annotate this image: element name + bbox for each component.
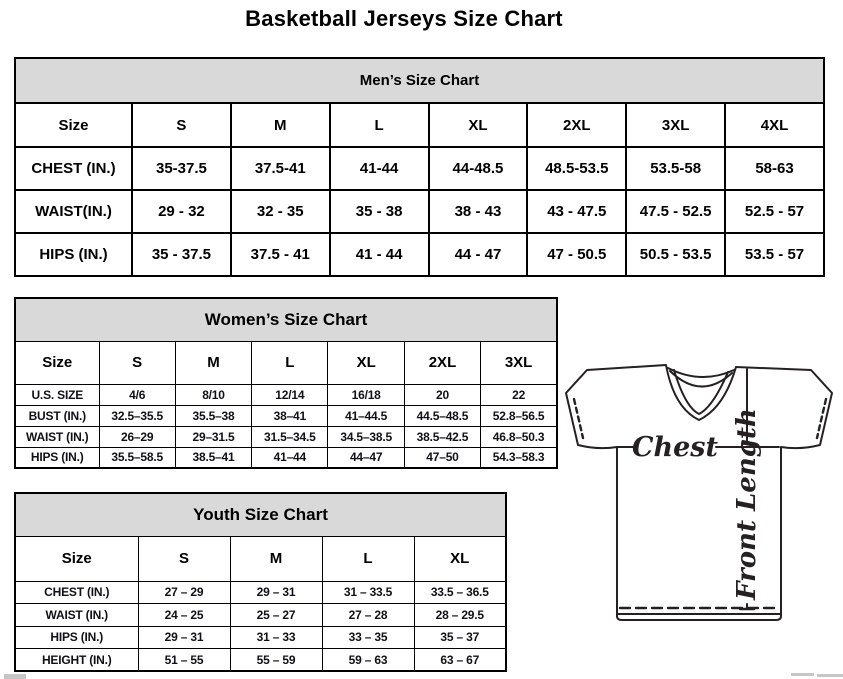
table-cell: 52.5 - 57 <box>725 190 824 233</box>
row-label: HIPS (IN.) <box>15 447 99 468</box>
h-scrollbar-thumb[interactable] <box>817 674 843 677</box>
table-cell: 29 – 31 <box>138 626 230 649</box>
column-header: XL <box>328 341 404 384</box>
row-label: WAIST (IN.) <box>15 426 99 447</box>
table-cell: 43 - 47.5 <box>527 190 626 233</box>
table-cell: 35.5–38 <box>175 405 251 426</box>
jersey-diagram <box>558 358 843 624</box>
column-header: Size <box>15 536 138 581</box>
table-cell: 27 – 29 <box>138 581 230 604</box>
table-row <box>15 626 506 649</box>
table-cell: 28 – 29.5 <box>414 604 506 627</box>
column-header: XL <box>414 536 506 581</box>
chest-label: Chest <box>632 432 718 463</box>
collar-line <box>668 368 734 377</box>
table-cell: 48.5-53.5 <box>527 147 626 190</box>
table-cell: 44–47 <box>328 447 404 468</box>
table-cell: 53.5 - 57 <box>725 233 824 276</box>
mens-size-table <box>14 57 825 277</box>
column-header: M <box>175 341 251 384</box>
table-cell: 63 – 67 <box>414 649 506 672</box>
womens-table-title: Women’s Size Chart <box>15 298 557 341</box>
table-row <box>15 384 557 405</box>
table-cell: 27 – 28 <box>322 604 414 627</box>
table-cell: 44 - 47 <box>429 233 528 276</box>
column-header: 2XL <box>527 103 626 147</box>
column-header: L <box>322 536 414 581</box>
row-label: CHEST (IN.) <box>15 581 138 604</box>
column-header: M <box>230 536 322 581</box>
column-header: 4XL <box>725 103 824 147</box>
table-cell: 32 - 35 <box>231 190 330 233</box>
table-cell: 8/10 <box>175 384 251 405</box>
jersey-outline <box>566 365 832 620</box>
table-cell: 44-48.5 <box>429 147 528 190</box>
table-cell: 35 - 38 <box>330 190 429 233</box>
row-label: WAIST (IN.) <box>15 604 138 627</box>
table-cell: 33 – 35 <box>322 626 414 649</box>
column-header: S <box>132 103 231 147</box>
table-cell: 37.5-41 <box>231 147 330 190</box>
table-row <box>15 604 506 627</box>
table-cell: 41–44.5 <box>328 405 404 426</box>
column-header: Size <box>15 341 99 384</box>
table-cell: 47–50 <box>404 447 480 468</box>
column-header: S <box>138 536 230 581</box>
table-cell: 32.5–35.5 <box>99 405 175 426</box>
table-cell: 38.5–42.5 <box>404 426 480 447</box>
column-header: 3XL <box>626 103 725 147</box>
table-cell: 31 – 33.5 <box>322 581 414 604</box>
table-row <box>15 447 557 468</box>
row-label: BUST (IN.) <box>15 405 99 426</box>
table-row <box>15 426 557 447</box>
table-cell: 34.5–38.5 <box>328 426 404 447</box>
table-cell: 38.5–41 <box>175 447 251 468</box>
column-header: Size <box>15 103 132 147</box>
table-cell: 31 – 33 <box>230 626 322 649</box>
h-scrollbar-thumb[interactable] <box>791 673 814 676</box>
column-header: L <box>252 341 328 384</box>
table-cell: 12/14 <box>252 384 328 405</box>
table-cell: 59 – 63 <box>322 649 414 672</box>
row-label: HIPS (IN.) <box>15 233 132 276</box>
table-cell: 53.5-58 <box>626 147 725 190</box>
table-cell: 29 - 32 <box>132 190 231 233</box>
table-cell: 55 – 59 <box>230 649 322 672</box>
row-label: HEIGHT (IN.) <box>15 649 138 672</box>
table-cell: 41 - 44 <box>330 233 429 276</box>
table-row <box>15 147 824 190</box>
column-header: L <box>330 103 429 147</box>
table-cell: 41–44 <box>252 447 328 468</box>
table-cell: 37.5 - 41 <box>231 233 330 276</box>
table-cell: 4/6 <box>99 384 175 405</box>
table-cell: 22 <box>481 384 557 405</box>
column-header: M <box>231 103 330 147</box>
table-cell: 24 – 25 <box>138 604 230 627</box>
table-row <box>15 405 557 426</box>
table-cell: 47.5 - 52.5 <box>626 190 725 233</box>
table-cell: 16/18 <box>328 384 404 405</box>
table-cell: 35 - 37.5 <box>132 233 231 276</box>
row-label: CHEST (IN.) <box>15 147 132 190</box>
column-header: 2XL <box>404 341 480 384</box>
column-header: S <box>99 341 175 384</box>
table-row <box>15 190 824 233</box>
table-cell: 20 <box>404 384 480 405</box>
table-cell: 29 – 31 <box>230 581 322 604</box>
row-label: U.S. SIZE <box>15 384 99 405</box>
page-title: Basketball Jerseys Size Chart <box>245 6 563 31</box>
table-cell: 35 – 37 <box>414 626 506 649</box>
table-cell: 29–31.5 <box>175 426 251 447</box>
column-header: 3XL <box>481 341 557 384</box>
table-cell: 47 - 50.5 <box>527 233 626 276</box>
table-cell: 31.5–34.5 <box>252 426 328 447</box>
youth-table-title: Youth Size Chart <box>15 493 506 536</box>
table-cell: 46.8–50.3 <box>481 426 557 447</box>
front-length-label: Front Length <box>732 408 762 600</box>
womens-size-table <box>14 297 558 469</box>
table-cell: 33.5 – 36.5 <box>414 581 506 604</box>
table-cell: 58-63 <box>725 147 824 190</box>
youth-size-table <box>14 492 507 672</box>
table-row <box>15 581 506 604</box>
h-scrollbar-thumb[interactable] <box>4 674 26 679</box>
table-cell: 51 – 55 <box>138 649 230 672</box>
table-cell: 38–41 <box>252 405 328 426</box>
table-cell: 52.8–56.5 <box>481 405 557 426</box>
column-header: XL <box>429 103 528 147</box>
table-cell: 25 – 27 <box>230 604 322 627</box>
table-row <box>15 649 506 672</box>
table-row <box>15 233 824 276</box>
table-cell: 38 - 43 <box>429 190 528 233</box>
row-label: HIPS (IN.) <box>15 626 138 649</box>
table-cell: 54.3–58.3 <box>481 447 557 468</box>
row-label: WAIST(IN.) <box>15 190 132 233</box>
mens-table-title: Men’s Size Chart <box>15 58 824 103</box>
table-cell: 44.5–48.5 <box>404 405 480 426</box>
table-cell: 26–29 <box>99 426 175 447</box>
table-cell: 50.5 - 53.5 <box>626 233 725 276</box>
table-cell: 41-44 <box>330 147 429 190</box>
table-cell: 35.5–58.5 <box>99 447 175 468</box>
table-cell: 35-37.5 <box>132 147 231 190</box>
